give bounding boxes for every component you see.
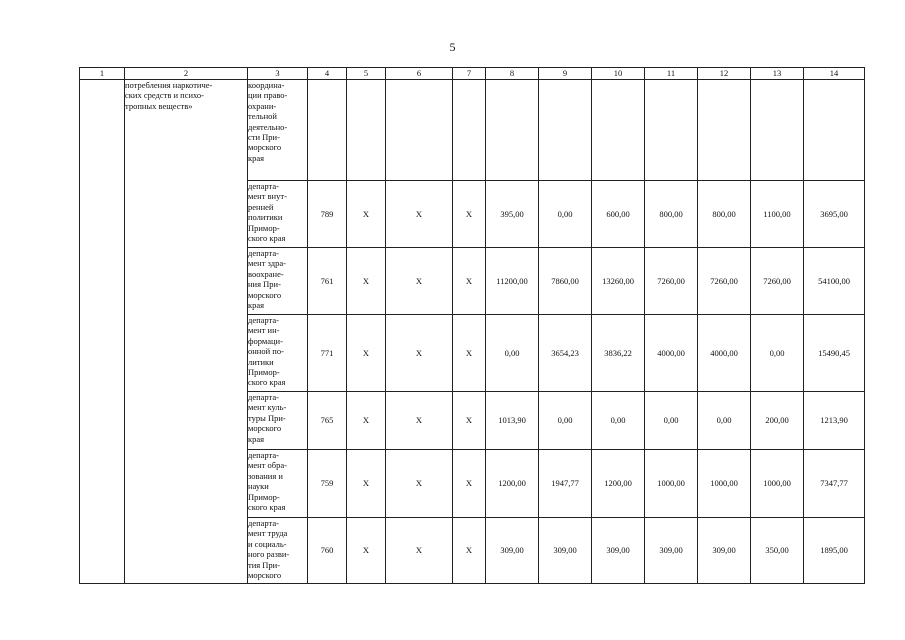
- code-cell: 760: [308, 518, 347, 584]
- value-cell: 309,00: [539, 518, 592, 584]
- dept-cell: департа- мент ин- формаци- онной по- литики Примор- ского края: [248, 315, 308, 392]
- header-cell: 5: [347, 68, 386, 80]
- total-cell: 54100,00: [804, 248, 865, 315]
- total-cell: 15490,45: [804, 315, 865, 392]
- value-cell: 1000,00: [645, 450, 698, 518]
- header-row: [80, 68, 865, 80]
- header-cell: 4: [308, 68, 347, 80]
- value-cell: [539, 80, 592, 181]
- value-cell: 0,00: [539, 392, 592, 450]
- c6-cell: [386, 80, 453, 181]
- dept-cell: департа- мент труда и социаль- ного разви- тия При- морского: [248, 518, 308, 584]
- value-cell: 0,00: [486, 315, 539, 392]
- page-number: 5: [449, 40, 456, 54]
- value-cell: 1000,00: [751, 450, 804, 518]
- budget-table: [79, 67, 865, 584]
- header-cell: 11: [645, 68, 698, 80]
- header-cell: 12: [698, 68, 751, 80]
- value-cell: 0,00: [698, 392, 751, 450]
- header-cell: 8: [486, 68, 539, 80]
- code-cell: 759: [308, 450, 347, 518]
- value-cell: [645, 80, 698, 181]
- value-cell: 0,00: [645, 392, 698, 450]
- code-cell: 765: [308, 392, 347, 450]
- col1-cell: [80, 80, 125, 584]
- value-cell: [486, 80, 539, 181]
- value-cell: 309,00: [698, 518, 751, 584]
- total-cell: 1895,00: [804, 518, 865, 584]
- code-cell: 789: [308, 181, 347, 248]
- c5-cell: X: [347, 392, 386, 450]
- dept-cell: департа- мент куль- туры При- морского края: [248, 392, 308, 450]
- value-cell: 309,00: [486, 518, 539, 584]
- total-cell: 7347,77: [804, 450, 865, 518]
- total-cell: [804, 80, 865, 181]
- value-cell: 309,00: [645, 518, 698, 584]
- c6-cell: X: [386, 518, 453, 584]
- value-cell: [751, 80, 804, 181]
- c5-cell: X: [347, 450, 386, 518]
- value-cell: 4000,00: [698, 315, 751, 392]
- value-cell: 3836,22: [592, 315, 645, 392]
- value-cell: 1013,90: [486, 392, 539, 450]
- header-cell: 10: [592, 68, 645, 80]
- header-cell: 3: [248, 68, 308, 80]
- c5-cell: X: [347, 518, 386, 584]
- value-cell: 7860,00: [539, 248, 592, 315]
- code-cell: 771: [308, 315, 347, 392]
- value-cell: 7260,00: [751, 248, 804, 315]
- header-cell: 14: [804, 68, 865, 80]
- value-cell: 0,00: [539, 181, 592, 248]
- dept-cell: координа- ции право- охрани- тельной деятельно- сти При- морского края: [248, 80, 308, 181]
- total-cell: 3695,00: [804, 181, 865, 248]
- header-cell: 6: [386, 68, 453, 80]
- c6-cell: X: [386, 315, 453, 392]
- value-cell: 7260,00: [645, 248, 698, 315]
- code-cell: [308, 80, 347, 181]
- value-cell: [592, 80, 645, 181]
- c5-cell: X: [347, 181, 386, 248]
- value-cell: 1200,00: [486, 450, 539, 518]
- table-row: [80, 80, 865, 181]
- value-cell: 1100,00: [751, 181, 804, 248]
- value-cell: 7260,00: [698, 248, 751, 315]
- value-cell: 309,00: [592, 518, 645, 584]
- code-cell: 761: [308, 248, 347, 315]
- c7-cell: X: [453, 392, 486, 450]
- c7-cell: X: [453, 518, 486, 584]
- value-cell: 350,00: [751, 518, 804, 584]
- c7-cell: X: [453, 450, 486, 518]
- value-cell: 1200,00: [592, 450, 645, 518]
- c6-cell: X: [386, 392, 453, 450]
- value-cell: 1000,00: [698, 450, 751, 518]
- c5-cell: X: [347, 248, 386, 315]
- value-cell: 0,00: [592, 392, 645, 450]
- header-cell: 2: [125, 68, 248, 80]
- c7-cell: [453, 80, 486, 181]
- value-cell: 200,00: [751, 392, 804, 450]
- value-cell: 600,00: [592, 181, 645, 248]
- measure-name-cell: потребления наркотиче- ских средств и психо- тропных веществ»: [125, 80, 248, 584]
- value-cell: [698, 80, 751, 181]
- value-cell: 3654,23: [539, 315, 592, 392]
- dept-cell: департа- мент обра- зования и науки Примор- ского края: [248, 450, 308, 518]
- c5-cell: X: [347, 315, 386, 392]
- value-cell: 395,00: [486, 181, 539, 248]
- c7-cell: X: [453, 315, 486, 392]
- value-cell: 4000,00: [645, 315, 698, 392]
- c6-cell: X: [386, 450, 453, 518]
- dept-cell: департа- мент здра- воохране- ния При- морского края: [248, 248, 308, 315]
- header-cell: 7: [453, 68, 486, 80]
- c6-cell: X: [386, 248, 453, 315]
- value-cell: 13260,00: [592, 248, 645, 315]
- value-cell: 800,00: [698, 181, 751, 248]
- header-cell: 1: [80, 68, 125, 80]
- header-cell: 9: [539, 68, 592, 80]
- header-cell: 13: [751, 68, 804, 80]
- value-cell: 0,00: [751, 315, 804, 392]
- c7-cell: X: [453, 181, 486, 248]
- value-cell: 11200,00: [486, 248, 539, 315]
- dept-cell: департа- мент внут- ренней политики Примор- ского края: [248, 181, 308, 248]
- c7-cell: X: [453, 248, 486, 315]
- c5-cell: [347, 80, 386, 181]
- c6-cell: X: [386, 181, 453, 248]
- value-cell: 1947,77: [539, 450, 592, 518]
- value-cell: 800,00: [645, 181, 698, 248]
- total-cell: 1213,90: [804, 392, 865, 450]
